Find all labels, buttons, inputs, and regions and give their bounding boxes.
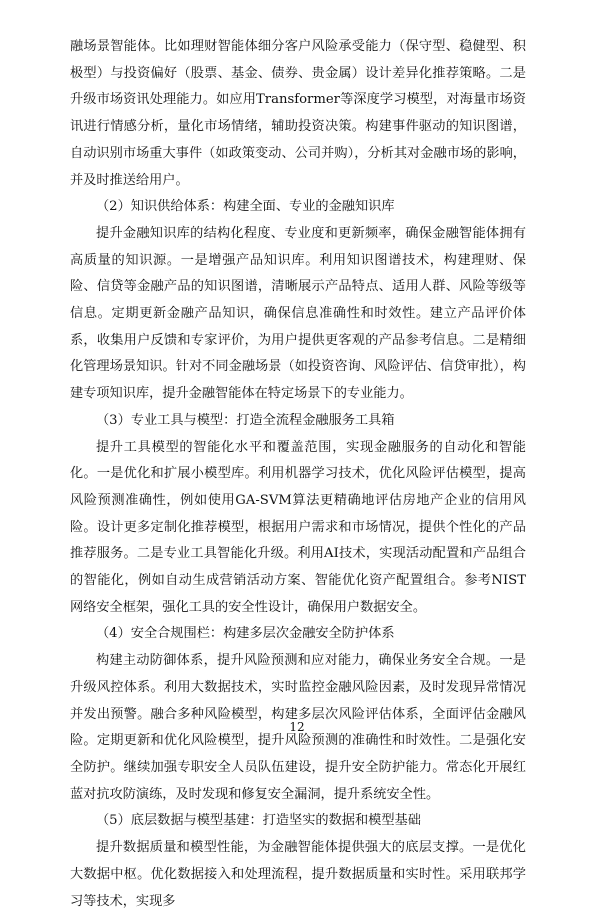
paragraph-agent-scenarios: 融场景智能体。比如理财智能体细分客户风险承受能力（保守型、稳健型、积极型）与投资偏好（股票、基金、债券、贵金属）设计差异化推荐策略。二是升级市场资讯处理能力。如应用Transformer等深度学习模型，对海量市场资讯进行情感分析，量化市场情绪，辅助投资决策。构建事件驱动的知识图谱，自动识别市场重大事件（如政策变动、公司并购），分析其对金融市场的影响，并及时推送给用户。 [70,39,526,188]
paragraph-security-compliance: 构建主动防御体系，提升风险预测和应对能力，确保业务安全合规。一是升级风控体系。利用大数据技术，实时监控金融风险因素，及时发现异常情况并发出预警。融合多种风险模型，构建多层次风险评估体系，全面评估金融风险。定期更新和优化风险模型，提升风险预测的准确性和时效性。二是强化安全防护。继续加强专职安全人员队伍建设，提升安全防护能力。常态化开展红蓝对抗攻防演练，及时发现和修复安全漏洞，提升系统安全性。 [70,653,526,802]
section-heading-knowledge-supply: （2）知识供给体系：构建全面、专业的金融知识库 [96,199,395,215]
paragraph-data-infrastructure: 提升数据质量和模型性能，为金融智能体提供强大的底层支撑。一是优化大数据中枢。优化数据接入和处理流程，提升数据质量和实时性。采用联邦学习等技术，实现多 [70,840,526,909]
section-heading-security-compliance: （4）安全合规围栏：构建多层次金融安全防护体系 [96,626,395,642]
section-heading-tools-models: （3）专业工具与模型：打造全流程金融服务工具箱 [96,412,395,428]
page-number: 12 [289,720,305,734]
paragraph-knowledge-base: 提升金融知识库的结构化程度、专业度和更新频率，确保金融智能体拥有高质量的知识源。一是增强产品知识库。利用知识图谱技术，构建理财、保险、信贷等金融产品的知识图谱，清晰展示产品特点、适用人群、风险等级等信息。定期更新金融产品知识，确保信息准确性和时效性。建立产品评价体系，收集用户反馈和专家评价，为用户提供更客观的产品参考信息。二是精细化管理场景知识。针对不同金融场景（如投资咨询、风险评估、信贷审批），构建专项知识库，提升金融智能体在特定场景下的专业能力。 [70,225,526,402]
paragraph-tools-models: 提升工具模型的智能化水平和覆盖范围，实现金融服务的自动化和智能化。一是优化和扩展小模型库。利用机器学习技术，优化风险评估模型，提高风险预测准确性，例如使用GA-SVM算法更精确地评估房地产企业的信用风险。设计更多定制化推荐模型，根据用户需求和市场情况，提供个性化的产品推荐服务。二是专业工具智能化升级。利用AI技术，实现活动配置和产品组合的智能化，例如自动生成营销活动方案、智能优化资产配置组合。参考NIST网络安全框架，强化工具的安全性设计，确保用户数据安全。 [70,439,526,615]
section-heading-data-infrastructure: （5）底层数据与模型基建：打造坚实的数据和模型基础 [96,813,421,829]
document-body [70,34,526,915]
